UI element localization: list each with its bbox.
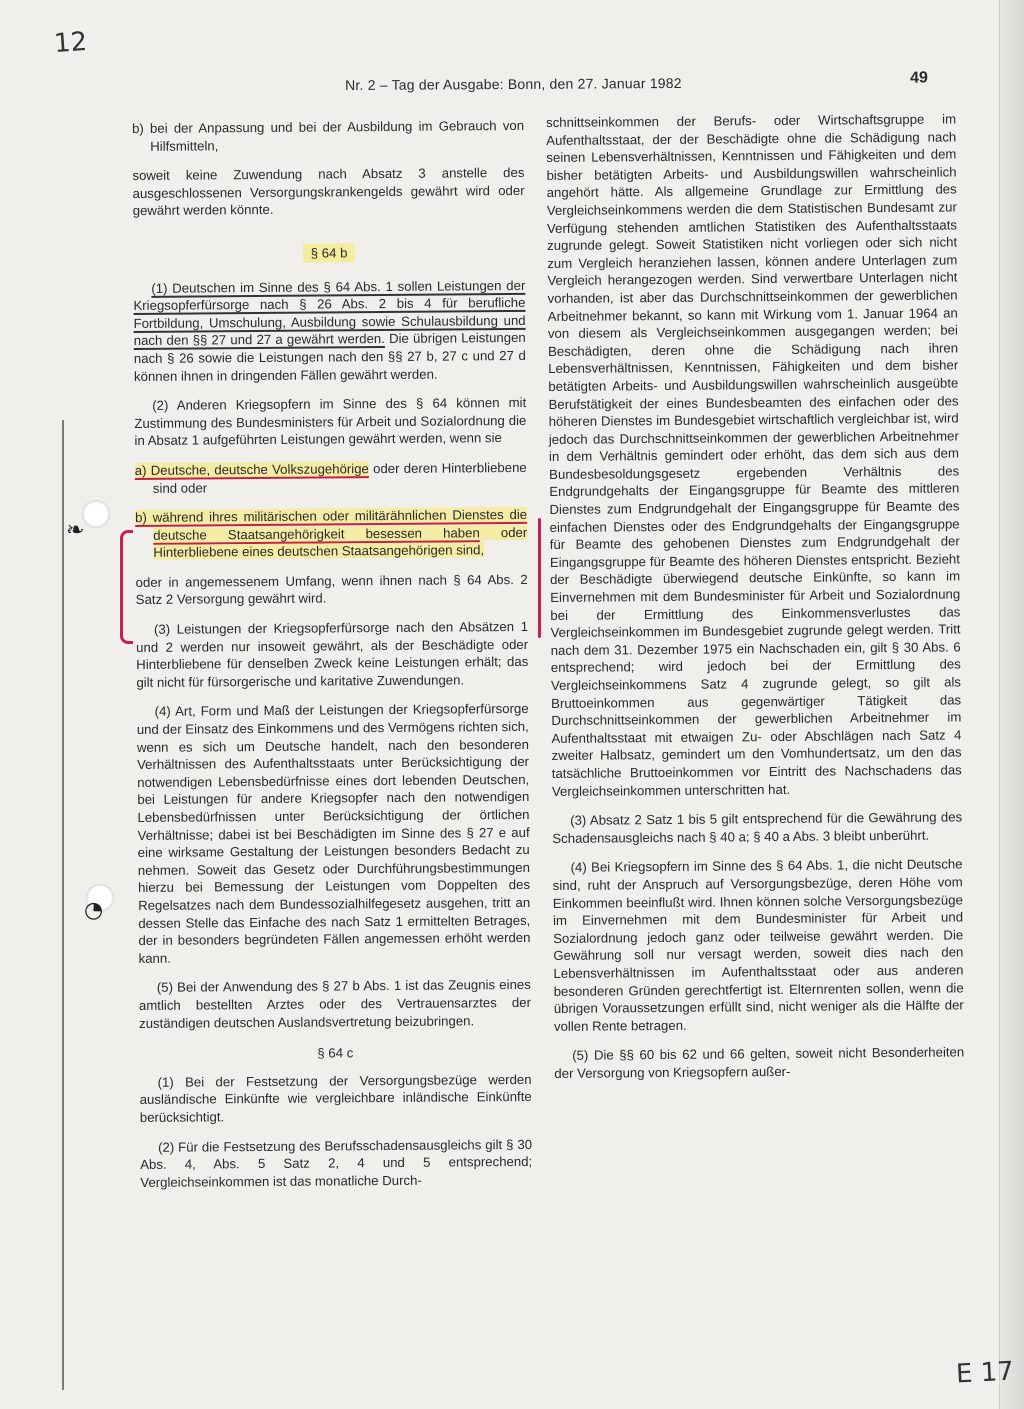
s64c-paragraph-1: (1) Bei der Festsetzung der Versorgungsbezüge werden ausländische Einkünfte wie vergleichbare inländische Einkünfte berücksichtigt. — [139, 1071, 532, 1125]
s64c-paragraph-2: (2) Für die Festsetzung des Berufsschadensausgleichs gilt § 30 Abs. 4, Abs. 5 Satz 2, 4 und 5 entsprechend; Vergleichseinkommen ist das monatliche Durch- — [140, 1136, 533, 1190]
handwritten-initials: E 17 — [955, 1356, 1015, 1390]
page-number: 49 — [910, 69, 928, 87]
s64b-item-a-rest: oder deren Hinterbliebene sind oder — [152, 459, 527, 496]
left-text-column — [132, 117, 532, 1203]
paragraph-soweit: soweit keine Zuwendung nach Absatz 3 anstelle des ausgeschlossenen Versorgungskrankengelds gewährt wird oder gewährt werden könnte. — [132, 165, 525, 219]
issue-header-title: Nr. 2 – Tag der Ausgabe: Bonn, den 27. Januar 1982 — [345, 74, 682, 94]
s64b-p1-rest: Die übrigen Leistungen nach § 26 sowie die Leistungen nach den §§ 27 b, 27 c und 27 d können ihnen in dringenden Fällen gewährt werden. — [133, 330, 526, 384]
s64b-paragraph-2: (2) Anderen Kriegsopfern im Sinne des § 64 können mit Zustimmung des Bundesministers für Arbeit und Sozialordnung die in Absatz 1 aufgeführten Leistungen gewährt werden, wenn sie — [134, 395, 527, 449]
page-edge-shadow — [999, 0, 1024, 1409]
section-heading-64c-text: § 64 c — [317, 1045, 354, 1061]
s64b-paragraph-4: (4) Art, Form und Maß der Leistungen der Kriegsopferfürsorge und der Einsatz des Einkommens und des Vermögens richten sich, wenn es sich um Deutsche handelt, nach den besonderen Verhältnissen des Aufenthaltsstaats unter Berücksichtigung der notwendigen Lebensbedürfnisse eines dort lebenden Deutschen, bei Leistungen für andere Kriegsopfer nach den notwendigen Lebensbedürfnissen unter Berücksichtigung der örtlichen Verhältnisse; dabei ist bei Beschädigten im Sinne des § 27 e auf eine wirksame Gestaltung der Leistungen besonders Bedacht zu nehmen. Soweit das Gesetz oder Durchführungsbestimmungen hierzu bei Bemessung der Leistungen vom Doppelten des Regelsatzes nach dem Bundessozialhilfegesetz ausgehen, tritt an dessen Stelle das Einfache des nach Satz 1 ermittelten Betrages, der in besonders begründeten Fällen angemessen erhöht werden kann. — [136, 701, 531, 966]
s64b-paragraph-2-tail: oder in angemessenem Umfang, wenn ihnen nach § 64 Abs. 2 Satz 2 Versorgung gewährt wird. — [135, 571, 528, 608]
s64b-p1-underlined: (1) Deutschen im Sinne des § 64 Abs. 1 sollen Leistungen der Kriegsopferfürsorge nach § 26 Abs. 2 bis 4 für berufliche Fortbildung, Umschulung, Ausbildung sowie Schulausbildung und nach den §§ 27 und 27 a gewährt werden. — [133, 277, 526, 349]
s64b-paragraph-5: (5) Bei der Anwendung des § 27 b Abs. 1 ist das Zeugnis eines amtlich bestellten Arztes oder des Vertrauensarztes der zuständigen deutschen Auslandsvertretung beizubringen. — [138, 977, 532, 1031]
punch-hole-top — [82, 500, 110, 528]
s64b-item-b — [135, 506, 527, 562]
section-heading-64b-text: § 64 b — [303, 243, 356, 262]
margin-pen-line — [62, 420, 64, 1390]
s64b-paragraph-1 — [133, 276, 526, 385]
paragraph-3: (3) Absatz 2 Satz 1 bis 5 gilt entsprechend für die Gewährung des Schadensausgleichs nach § 40 a; § 40 a Abs. 3 bleibt unberührt. — [552, 809, 963, 846]
punch-mark-top-icon: ❧ — [66, 518, 85, 543]
s64b-item-a — [135, 459, 527, 497]
item-b-top: b) bei der Anpassung und bei der Ausbildung im Gebrauch von Hilfsmitteln, — [132, 117, 525, 154]
continued-paragraph: schnittseinkommen der Berufs- oder Wirtschaftsgruppe im Aufenthaltsstaat, der der Beschädigte ohne die Schädigung nach seinen Lebensverhältnissen, Kenntnissen und Fähigkeiten und dem bisher betätigten Arbeits- und Ausbildungswillen wahrscheinlich angehört hätte. Als allgemeine Grundlage zur Ermittlung des Vergleichseinkommens werden die dem Statistischen Bundesamt zur Verfügung stehenden amtlichen Statistiken des Aufenthaltsstaats zugrunde gelegt. Soweit Statistiken nicht vorliegen oder sich nicht zum Vergleich heranziehen lassen, können andere Unterlagen zum Vergleich herangezogen werden. Sind verwertbare Unterlagen nicht vorhanden, ist aber das Durchschnittseinkommen der gewerblichen Arbeitnehmer bekannt, so kann mit Wirkung vom 1. Januar 1964 an von diesem als Vergleichseinkommen ausgegangen werden; bei Beschädigten, deren ohne die Schädigung nach ihren Lebensverhältnissen, Kenntnissen, Fähigkeiten und dem bisher betätigten Arbeits- und Ausbildungswillen wahrscheinlich ausgeübte Berufstätigkeit der eines Bundesbeamten des einfachen oder des höheren Dienstes im Bundesgebiet wirtschaftlich vergleichbar ist, wird jedoch das Durchschnittseinkommen der gewerblichen Arbeitnehmer in dem Verhältnis gemindert oder erhöht, das dem sich aus dem Bundesbesoldungsgesetz ergebenden Verhältnis des Endgrundgehalts der Eingangsgruppe für Beamte des mittleren Dienstes zum Endgrundgehalt der Eingangsgruppe für Beamte des einfachen Dienstes oder des Endgrundgehalts der Eingangsgruppe für Beamte des gehobenen Dienstes zum Endgrundgehalt der Eingangsgruppe für Beamte des höheren Dienstes entspricht. Bezieht der Beschädigte überwiegend deutsche Einkünfte, so kann im Einvernehmen mit dem Bundesminister für Arbeit und Sozialordnung bei der Ermittlung des Einkommensverlustes das Vergleichseinkommen im Bundesgebiet zugrunde gelegt werden. Tritt nach dem 31. Dezember 1975 ein Nachschaden ein, gilt § 30 Abs. 6 entsprechend; wird jedoch bei der Ermittlung des Vergleichseinkommens Satz 4 zugrunde gelegt, so gilt als Bruttoeinkommen aus gegenwärtiger Tätigkeit das Durchschnittseinkommen der gewerblichen Arbeitnehmer im Aufenthaltsstaat mit etwaigen Zu- oder Abschlägen nach Satz 4 zweiter Halbsatz, gemindert um den Vomhundertsatz, um den das tatsächliche Bruttoeinkommen vor Eintritt des Nachschadens das Vergleichseinkommen unterschritten hat. — [546, 111, 962, 799]
paragraph-5: (5) Die §§ 60 bis 62 und 66 gelten, soweit nicht Besonderheiten der Versorgung von Kriegsopfern außer- — [554, 1044, 965, 1081]
s64b-item-b-rest: oder Hinterbliebene eines deutschen Staatsangehörigen sind, — [153, 524, 528, 561]
s64b-paragraph-3: (3) Leistungen der Kriegsopferfürsorge nach den Absätzen 1 und 2 werden nur insoweit gewährt, als der Beschädigte oder Hinterbliebene für denselben Zweck keine Leistungen erhält; das gilt nicht für fürsorgerische und karitative Zuwendungen. — [136, 618, 529, 690]
magenta-vertical-mark — [538, 518, 541, 638]
section-heading-64b — [133, 243, 525, 264]
section-heading-64c — [139, 1043, 531, 1064]
handwritten-page-note: 12 — [52, 26, 89, 60]
s64b-item-b-highlight: b) während ihres militärischen oder militärähnlichen Dienstes die deutsche Staatsangehörigkeit besessen haben — [135, 507, 528, 543]
paragraph-4: (4) Bei Kriegsopfern im Sinne des § 64 Abs. 1, die nicht Deutsche sind, ruht der Anspruch auf Versorgungsbezüge, deren Höhe vom Einkommen beeinflußt wird. Ihnen können solche Versorgungsbezüge im Einvernehmen mit dem Bundesminister für Arbeit und Sozialordnung jedoch ganz oder teilweise gewährt werden. Die Gewährung soll nur versagt werden, soweit dies nach den Lebensverhältnissen im Aufenthaltsstaat oder aus anderen besonderen Gründen gerechtfertigt ist. Elternrenten sollen, wenn die übrigen Voraussetzungen erfüllt sind, nicht weniger als die Hälfte der vollen Rente betragen. — [552, 856, 964, 1034]
punch-mark-bottom-icon: ◔ — [84, 898, 104, 923]
right-text-column — [546, 110, 965, 1094]
magenta-bracket-mark — [120, 530, 133, 644]
s64b-item-a-highlight: a) Deutsche, deutsche Volkszugehörige — [134, 461, 369, 478]
page-header — [0, 67, 1024, 94]
